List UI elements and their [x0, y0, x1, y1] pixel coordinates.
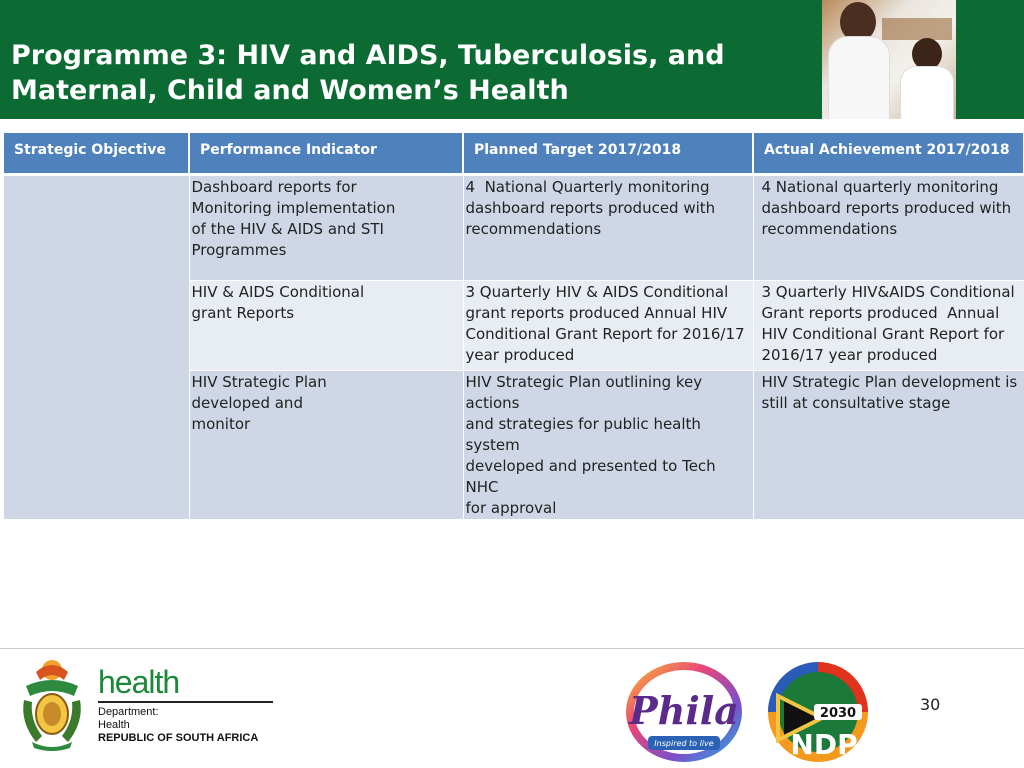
- cell-line: recommendations: [465, 219, 602, 238]
- cell-line: monitor: [191, 414, 251, 433]
- department-block: [98, 706, 258, 745]
- cell-line: grant reports produced Annual HIV: [465, 303, 728, 322]
- ndp-2030-logo-icon: [764, 660, 872, 764]
- slide-title-line1: Programme 3: HIV and AIDS, Tuberculosis, and: [11, 40, 725, 71]
- phila-logo-tagline: Inspired to live: [654, 739, 714, 748]
- phila-logo-word: Phila: [629, 688, 739, 733]
- cell-line: HIV Strategic Plan development is: [761, 372, 1018, 391]
- cell-line: of the HIV & AIDS and STI: [191, 219, 384, 238]
- health-logo-text: health: [98, 664, 180, 700]
- actual-achievement-cell: [753, 370, 1024, 519]
- cell-line: HIV Strategic Plan outlining key actions: [465, 372, 703, 412]
- actual-achievement-cell: [753, 280, 1024, 370]
- department-label: Department:: [98, 706, 159, 718]
- cell-line: 2016/17 year produced: [761, 345, 938, 364]
- slide-title-line2: Maternal, Child and Women’s Health: [11, 75, 569, 106]
- column-header-actual-achievement: Actual Achievement 2017/2018: [753, 133, 1024, 174]
- title-banner: [0, 0, 1024, 119]
- cell-line: developed and presented to Tech NHC: [465, 456, 716, 496]
- column-header-strategic-objective: Strategic Objective: [4, 133, 189, 174]
- health-logo-underline: [98, 701, 273, 703]
- cell-line: HIV Conditional Grant Report for: [761, 324, 1005, 343]
- cell-line: year produced: [465, 345, 575, 364]
- table-header-row: [4, 133, 1024, 174]
- header-photo: [822, 0, 956, 119]
- cell-line: HIV Strategic Plan: [191, 372, 327, 391]
- country-name: REPUBLIC OF SOUTH AFRICA: [98, 732, 259, 744]
- indicator-cell: [189, 174, 463, 280]
- cell-line: still at consultative stage: [761, 393, 951, 412]
- indicator-cell: [189, 280, 463, 370]
- cell-line: 3 Quarterly HIV & AIDS Conditional: [465, 282, 729, 301]
- planned-target-cell: [463, 370, 753, 519]
- ndp-year: 2030: [819, 706, 857, 721]
- cell-line: Conditional Grant Report for 2016/17: [465, 324, 745, 343]
- coat-of-arms-icon: [16, 656, 88, 752]
- performance-table: [4, 133, 1024, 520]
- strategic-objective-cell: [4, 174, 189, 519]
- cell-line: HIV & AIDS Conditional: [191, 282, 365, 301]
- cell-line: Monitoring implementation: [191, 198, 396, 217]
- cell-line: Dashboard reports for: [191, 177, 357, 196]
- department-name: Health: [98, 719, 130, 731]
- cell-line: dashboard reports produced with: [465, 198, 716, 217]
- ndp-word: NDP: [790, 728, 858, 761]
- cell-line: Programmes: [191, 240, 287, 259]
- cell-line: 4 National Quarterly monitoring: [465, 177, 710, 196]
- column-header-performance-indicator: Performance Indicator: [189, 133, 463, 174]
- planned-target-cell: [463, 280, 753, 370]
- cell-line: dashboard reports produced with: [761, 198, 1012, 217]
- column-header-planned-target: Planned Target 2017/2018: [463, 133, 753, 174]
- planned-target-cell: [463, 174, 753, 280]
- cell-line: developed and: [191, 393, 303, 412]
- cell-line: recommendations: [761, 219, 898, 238]
- cell-line: 4 National quarterly monitoring: [761, 177, 999, 196]
- phila-logo-icon: [624, 660, 744, 762]
- slide-title: [11, 38, 811, 108]
- cell-line: Grant reports produced Annual: [761, 303, 1000, 322]
- cell-line: 3 Quarterly HIV&AIDS Conditional: [761, 282, 1015, 301]
- cell-line: for approval: [465, 498, 557, 517]
- cell-line: and strategies for public health system: [465, 414, 701, 454]
- actual-achievement-cell: [753, 174, 1024, 280]
- page-number: 30: [920, 695, 941, 714]
- indicator-cell: [189, 370, 463, 519]
- table-row: [4, 174, 1024, 280]
- cell-line: grant Reports: [191, 303, 295, 322]
- footer-divider: [0, 648, 1024, 649]
